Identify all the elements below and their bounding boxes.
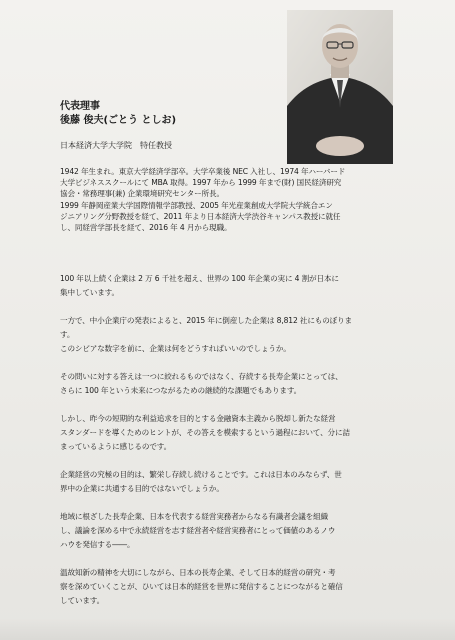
bio-line: 1999 年静岡産業大学国際情報学部教授、2005 年光産業創成大学院大学統合エン	[60, 200, 333, 210]
paragraph	[60, 566, 400, 608]
paragraph	[60, 510, 400, 552]
bio-line: 1942 年生まれ。東京大学経済学部卒。大学卒業後 NEC 入社し、1974 年ハーバード	[60, 167, 346, 176]
text-line: このシビアな数字を前に、企業は何をどうすればいいのでしょうか。	[60, 344, 291, 353]
bio-line: 大学ビジネススクールにて MBA 取得。1997 年から 1999 年まで(財) 国民経済研究	[60, 178, 342, 188]
bio-line: し、同経営学部長を経て、2016 年 4 月から現職。	[60, 223, 232, 233]
paragraph	[60, 468, 400, 496]
text-line: さらに 100 年という未来につながるための継続的な課題でもあります。	[60, 386, 302, 395]
text-line: す。	[60, 330, 75, 339]
text-line: 温故知新の精神を大切にしながら、日本の長寿企業、そして日本的経営の研究・考	[60, 568, 336, 577]
paragraph	[60, 272, 400, 300]
text-line: まっているように感じるのです。	[60, 442, 172, 451]
paragraph	[60, 314, 400, 356]
paragraph	[60, 370, 400, 398]
text-line: し、議論を深める中で永続経営を志す経営者や経営実務者にとって価値のあるノウ	[60, 526, 336, 535]
text-line: 察を深めていくことが、ひいては日本的経営を世界に発信することにつながると確信	[60, 582, 343, 591]
text-line: しかし、昨今の短期的な利益追求を目的とする金融資本主義から脱却し新たな経営	[60, 414, 336, 423]
message-body	[60, 272, 400, 622]
position-title: 代表理事	[60, 101, 100, 112]
text-line: 集中しています。	[60, 288, 119, 297]
text-line: スタンダードを導くためのヒントが、その答えを模索するという過程において、分に詰	[60, 428, 350, 437]
portrait-photo	[287, 10, 393, 164]
text-line: 企業経営の究極の目的は、繁栄し存続し続けることです。これは日本のみならず、世	[60, 470, 342, 479]
paragraph	[60, 412, 400, 454]
text-line: その問いに対する答えは一つに絞れるものではなく、存続する長寿企業にとっては、	[60, 372, 343, 381]
text-line: 界中の企業に共通する目的ではないでしょうか。	[60, 484, 224, 493]
affiliation: 日本経済大学大学院 特任教授	[60, 141, 172, 150]
bio-line: ジニアリング分野教授を経て、2011 年より日本経済大学渋谷キャンパス教授に就任	[60, 211, 341, 221]
bio-line: 協会・常務理事(兼) 企業環境研究センター所長。	[60, 189, 224, 199]
text-line: 地域に根ざした長寿企業、日本を代表する経営実務者からなる有識者会議を組織	[60, 512, 328, 521]
biography	[60, 166, 400, 233]
text-line: 100 年以上続く企業は 2 万 6 千社を超え、世界の 100 年企業の実に 4 割が日本に	[60, 274, 339, 283]
text-line: しています。	[60, 596, 105, 605]
person-name: 後藤 俊夫(ごとう としお)	[60, 115, 177, 126]
text-line: 一方で、中小企業庁の発表によると、2015 年に倒産した企業は 8,812 社にものぼりま	[60, 316, 352, 325]
text-line: ハウを発信する――。	[60, 540, 135, 549]
page-edge-shadow	[0, 618, 455, 640]
